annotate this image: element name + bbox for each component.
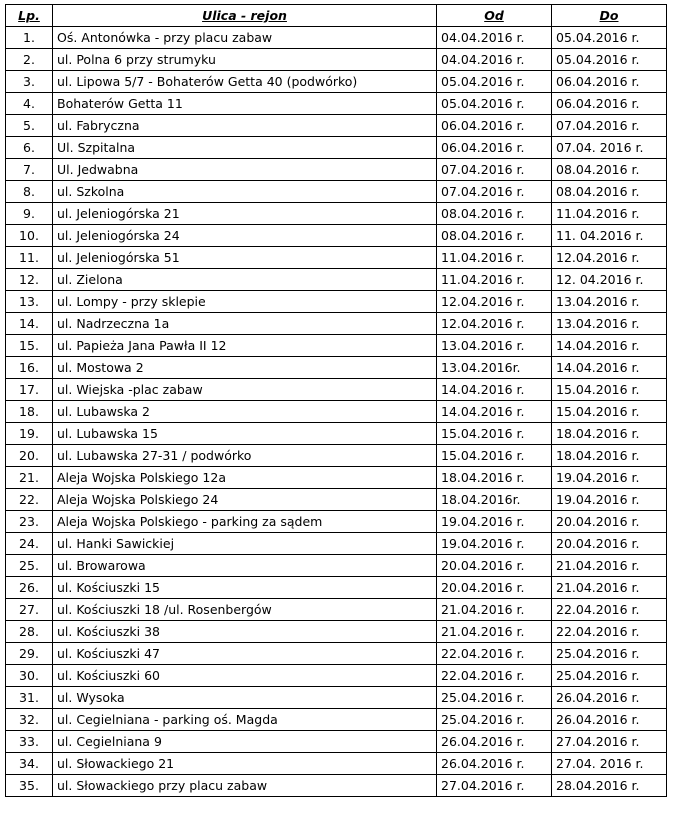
row-date-to: 21.04.2016 r. (552, 555, 667, 577)
row-street: ul. Wysoka (53, 687, 437, 709)
row-date-to: 28.04.2016 r. (552, 775, 667, 797)
row-date-to: 08.04.2016 r. (552, 181, 667, 203)
schedule-table (5, 4, 667, 797)
row-number: 35. (6, 775, 53, 797)
row-date-from: 04.04.2016 r. (437, 49, 552, 71)
row-date-to: 07.04.2016 r. (552, 115, 667, 137)
row-number: 7. (6, 159, 53, 181)
row-street: ul. Kościuszki 47 (53, 643, 437, 665)
row-date-to: 25.04.2016 r. (552, 665, 667, 687)
table-row (6, 533, 667, 555)
row-street: ul. Kościuszki 18 /ul. Rosenbergów (53, 599, 437, 621)
table-row (6, 445, 667, 467)
table-row (6, 159, 667, 181)
schedule-sheet (5, 4, 667, 797)
table-row (6, 93, 667, 115)
row-street: Bohaterów Getta 11 (53, 93, 437, 115)
header-from: Od (437, 5, 552, 27)
row-date-from: 21.04.2016 r. (437, 621, 552, 643)
row-date-from: 19.04.2016 r. (437, 533, 552, 555)
row-date-to: 07.04. 2016 r. (552, 137, 667, 159)
row-date-to: 13.04.2016 r. (552, 291, 667, 313)
header-street: Ulica - rejon (53, 5, 437, 27)
table-row (6, 423, 667, 445)
row-date-to: 06.04.2016 r. (552, 71, 667, 93)
row-street: ul. Zielona (53, 269, 437, 291)
row-street: ul. Cegielniana 9 (53, 731, 437, 753)
row-number: 21. (6, 467, 53, 489)
row-date-to: 05.04.2016 r. (552, 49, 667, 71)
row-date-to: 21.04.2016 r. (552, 577, 667, 599)
table-row (6, 291, 667, 313)
table-row (6, 71, 667, 93)
row-date-from: 20.04.2016 r. (437, 555, 552, 577)
row-street: ul. Jeleniogórska 24 (53, 225, 437, 247)
row-number: 32. (6, 709, 53, 731)
row-number: 34. (6, 753, 53, 775)
row-number: 23. (6, 511, 53, 533)
row-street: ul. Jeleniogórska 51 (53, 247, 437, 269)
row-street: ul. Lubawska 15 (53, 423, 437, 445)
table-row (6, 775, 667, 797)
row-date-to: 15.04.2016 r. (552, 401, 667, 423)
row-date-from: 14.04.2016 r. (437, 379, 552, 401)
header-row (6, 5, 667, 27)
row-number: 26. (6, 577, 53, 599)
row-number: 24. (6, 533, 53, 555)
row-date-to: 19.04.2016 r. (552, 489, 667, 511)
row-date-to: 27.04. 2016 r. (552, 753, 667, 775)
row-street: Aleja Wojska Polskiego - parking za sądem (53, 511, 437, 533)
row-street: ul. Fabryczna (53, 115, 437, 137)
row-street: ul. Lubawska 27-31 / podwórko (53, 445, 437, 467)
table-row (6, 49, 667, 71)
row-date-from: 20.04.2016 r. (437, 577, 552, 599)
table-row (6, 731, 667, 753)
row-date-from: 15.04.2016 r. (437, 445, 552, 467)
row-date-from: 22.04.2016 r. (437, 643, 552, 665)
row-number: 10. (6, 225, 53, 247)
row-number: 2. (6, 49, 53, 71)
row-date-from: 25.04.2016 r. (437, 709, 552, 731)
table-row (6, 753, 667, 775)
table-row (6, 225, 667, 247)
row-date-from: 08.04.2016 r. (437, 203, 552, 225)
row-number: 14. (6, 313, 53, 335)
row-date-to: 12. 04.2016 r. (552, 269, 667, 291)
row-number: 6. (6, 137, 53, 159)
table-row (6, 643, 667, 665)
row-date-from: 06.04.2016 r. (437, 115, 552, 137)
table-row (6, 115, 667, 137)
row-date-from: 19.04.2016 r. (437, 511, 552, 533)
row-date-from: 05.04.2016 r. (437, 93, 552, 115)
row-date-to: 12.04.2016 r. (552, 247, 667, 269)
row-street: ul. Browarowa (53, 555, 437, 577)
row-date-from: 11.04.2016 r. (437, 247, 552, 269)
row-street: ul. Lipowa 5/7 - Bohaterów Getta 40 (podwórko) (53, 71, 437, 93)
row-date-to: 05.04.2016 r. (552, 27, 667, 49)
row-date-to: 18.04.2016 r. (552, 423, 667, 445)
row-date-from: 12.04.2016 r. (437, 291, 552, 313)
row-date-to: 20.04.2016 r. (552, 511, 667, 533)
row-number: 30. (6, 665, 53, 687)
row-date-from: 13.04.2016r. (437, 357, 552, 379)
row-date-from: 11.04.2016 r. (437, 269, 552, 291)
row-street: ul. Kościuszki 38 (53, 621, 437, 643)
row-street: Ul. Jedwabna (53, 159, 437, 181)
row-number: 3. (6, 71, 53, 93)
row-date-from: 27.04.2016 r. (437, 775, 552, 797)
row-date-from: 15.04.2016 r. (437, 423, 552, 445)
row-date-from: 06.04.2016 r. (437, 137, 552, 159)
row-street: ul. Słowackiego 21 (53, 753, 437, 775)
row-date-from: 07.04.2016 r. (437, 181, 552, 203)
row-number: 19. (6, 423, 53, 445)
row-date-from: 26.04.2016 r. (437, 731, 552, 753)
row-date-to: 18.04.2016 r. (552, 445, 667, 467)
table-row (6, 181, 667, 203)
row-number: 33. (6, 731, 53, 753)
row-street: ul. Słowackiego przy placu zabaw (53, 775, 437, 797)
table-row (6, 665, 667, 687)
table-row (6, 467, 667, 489)
row-street: ul. Mostowa 2 (53, 357, 437, 379)
row-number: 4. (6, 93, 53, 115)
row-street: Ul. Szpitalna (53, 137, 437, 159)
table-row (6, 577, 667, 599)
row-date-to: 06.04.2016 r. (552, 93, 667, 115)
row-number: 1. (6, 27, 53, 49)
row-date-to: 11.04.2016 r. (552, 203, 667, 225)
row-number: 18. (6, 401, 53, 423)
row-number: 22. (6, 489, 53, 511)
row-date-to: 20.04.2016 r. (552, 533, 667, 555)
row-number: 8. (6, 181, 53, 203)
row-date-from: 08.04.2016 r. (437, 225, 552, 247)
row-street: ul. Polna 6 przy strumyku (53, 49, 437, 71)
row-date-to: 26.04.2016 r. (552, 687, 667, 709)
row-number: 27. (6, 599, 53, 621)
table-row (6, 247, 667, 269)
row-number: 25. (6, 555, 53, 577)
row-date-to: 22.04.2016 r. (552, 599, 667, 621)
row-street: ul. Lompy - przy sklepie (53, 291, 437, 313)
row-date-from: 25.04.2016 r. (437, 687, 552, 709)
row-street: ul. Hanki Sawickiej (53, 533, 437, 555)
row-street: ul. Nadrzeczna 1a (53, 313, 437, 335)
row-date-to: 27.04.2016 r. (552, 731, 667, 753)
row-number: 5. (6, 115, 53, 137)
header-to: Do (552, 5, 667, 27)
table-row (6, 27, 667, 49)
row-date-to: 08.04.2016 r. (552, 159, 667, 181)
table-row (6, 203, 667, 225)
row-number: 29. (6, 643, 53, 665)
row-date-to: 11. 04.2016 r. (552, 225, 667, 247)
row-number: 12. (6, 269, 53, 291)
row-number: 16. (6, 357, 53, 379)
row-date-to: 13.04.2016 r. (552, 313, 667, 335)
row-number: 9. (6, 203, 53, 225)
row-date-to: 14.04.2016 r. (552, 357, 667, 379)
row-date-from: 13.04.2016 r. (437, 335, 552, 357)
table-row (6, 401, 667, 423)
row-street: ul. Wiejska -plac zabaw (53, 379, 437, 401)
row-date-from: 21.04.2016 r. (437, 599, 552, 621)
row-date-to: 26.04.2016 r. (552, 709, 667, 731)
row-number: 13. (6, 291, 53, 313)
table-row (6, 357, 667, 379)
row-number: 11. (6, 247, 53, 269)
table-body (6, 27, 667, 797)
table-row (6, 709, 667, 731)
row-date-to: 19.04.2016 r. (552, 467, 667, 489)
row-street: ul. Jeleniogórska 21 (53, 203, 437, 225)
table-row (6, 621, 667, 643)
table-row (6, 555, 667, 577)
table-row (6, 313, 667, 335)
row-street: Oś. Antonówka - przy placu zabaw (53, 27, 437, 49)
table-row (6, 599, 667, 621)
header-lp: Lp. (6, 5, 53, 27)
table-row (6, 379, 667, 401)
table-row (6, 687, 667, 709)
row-number: 31. (6, 687, 53, 709)
row-street: Aleja Wojska Polskiego 12a (53, 467, 437, 489)
row-date-from: 18.04.2016r. (437, 489, 552, 511)
table-row (6, 137, 667, 159)
table-row (6, 489, 667, 511)
row-date-from: 22.04.2016 r. (437, 665, 552, 687)
row-date-from: 14.04.2016 r. (437, 401, 552, 423)
row-date-to: 25.04.2016 r. (552, 643, 667, 665)
row-date-to: 22.04.2016 r. (552, 621, 667, 643)
row-street: ul. Kościuszki 15 (53, 577, 437, 599)
row-number: 20. (6, 445, 53, 467)
row-date-from: 18.04.2016 r. (437, 467, 552, 489)
row-street: ul. Papieża Jana Pawła II 12 (53, 335, 437, 357)
row-date-from: 05.04.2016 r. (437, 71, 552, 93)
row-street: ul. Lubawska 2 (53, 401, 437, 423)
row-street: Aleja Wojska Polskiego 24 (53, 489, 437, 511)
table-row (6, 511, 667, 533)
row-number: 17. (6, 379, 53, 401)
row-date-from: 07.04.2016 r. (437, 159, 552, 181)
table-row (6, 335, 667, 357)
row-date-from: 26.04.2016 r. (437, 753, 552, 775)
row-date-from: 12.04.2016 r. (437, 313, 552, 335)
row-street: ul. Szkolna (53, 181, 437, 203)
row-date-to: 15.04.2016 r. (552, 379, 667, 401)
table-row (6, 269, 667, 291)
row-street: ul. Kościuszki 60 (53, 665, 437, 687)
row-date-from: 04.04.2016 r. (437, 27, 552, 49)
row-number: 28. (6, 621, 53, 643)
row-date-to: 14.04.2016 r. (552, 335, 667, 357)
row-street: ul. Cegielniana - parking oś. Magda (53, 709, 437, 731)
row-number: 15. (6, 335, 53, 357)
